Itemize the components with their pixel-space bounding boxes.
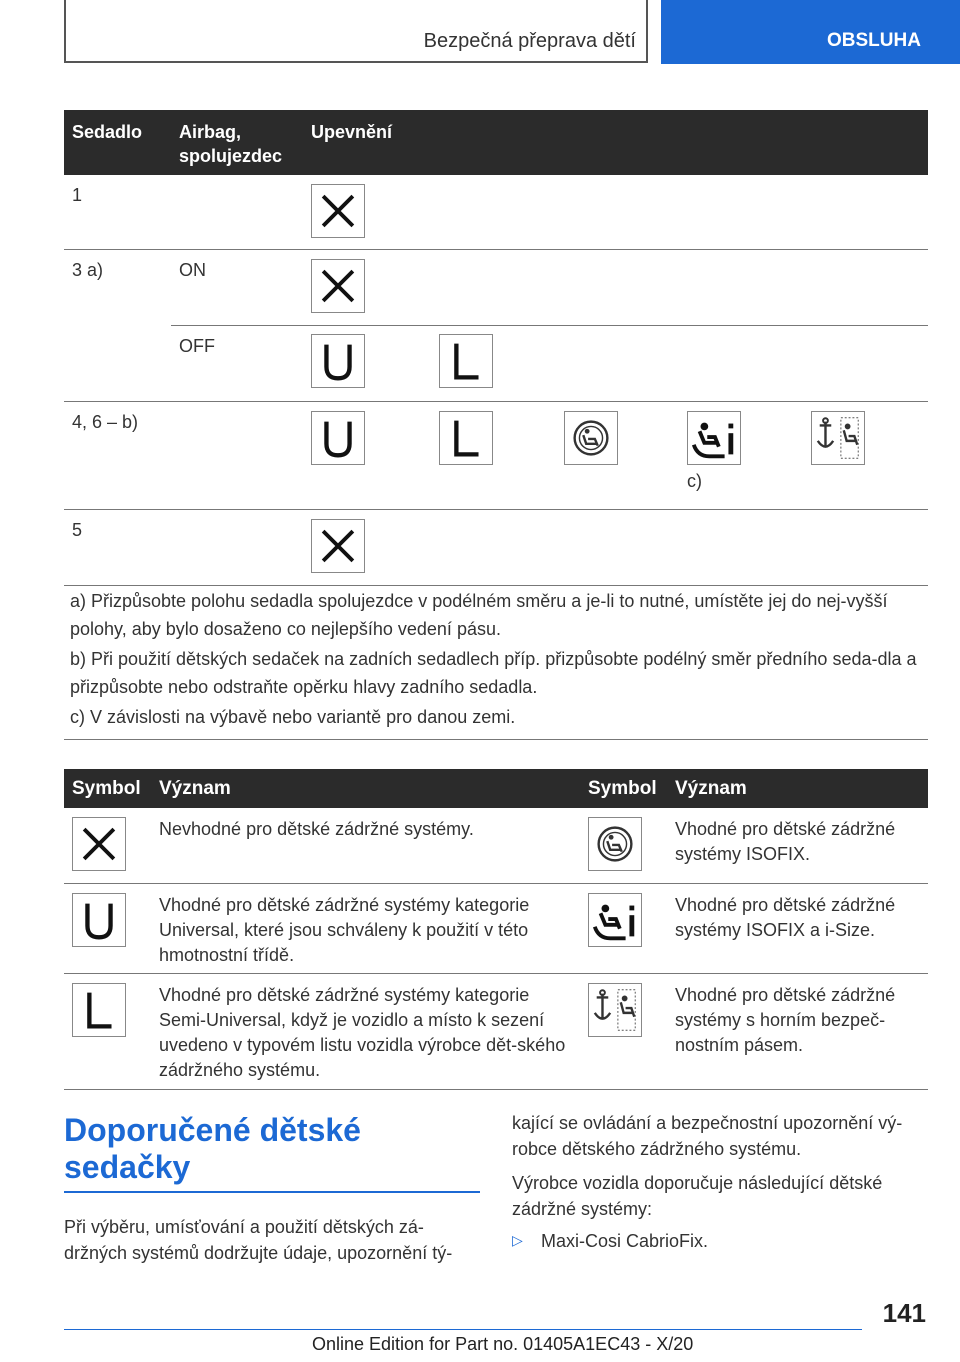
seat-label: 1 [72, 185, 83, 205]
u-icon [72, 893, 126, 947]
col-seat: Sedadlo [72, 122, 143, 142]
variant-note: c) [687, 471, 702, 491]
body-paragraph: Při výběru, umísťování a použití dětských zá-držných systémů dodržujte údaje, upozornění tý- [64, 1217, 453, 1263]
col-fixing: Upevnění [311, 122, 393, 142]
header-tab-label: OBSLUHA [827, 30, 921, 51]
table-footnotes [64, 585, 928, 740]
bullet-triangle-icon: ▷ [512, 1232, 523, 1248]
bullet-item: Maxi-Cosi CabrioFix. [541, 1231, 709, 1251]
table-row [64, 974, 928, 1090]
symbol-meaning: Vhodné pro dětské zádržné systémy kategorie Universal, které jsou schváleny k použití v této hmotnostní třídě. [159, 895, 530, 965]
cross-icon [311, 184, 365, 238]
seating-table [64, 110, 928, 586]
header-tab [661, 0, 960, 64]
header-section-title: Bezpečná přeprava dětí [423, 30, 636, 52]
table-row [64, 808, 928, 884]
isofix-icon [564, 411, 618, 465]
seat-label: 3 a) [72, 260, 104, 280]
symbol-meaning: Vhodné pro dětské zádržné systémy ISOFIX a i-Size. [675, 895, 896, 940]
symbol-meaning: Nevhodné pro dětské zádržné systémy. [159, 819, 474, 839]
footer-edition: Online Edition for Part no. 01405A1EC43 - X/20 [312, 1334, 694, 1354]
symbol-table-header [64, 769, 928, 808]
row-divider [171, 325, 928, 326]
l-icon [439, 411, 493, 465]
col-symbol: Symbol [588, 778, 657, 799]
symbol-meaning: Vhodné pro dětské zádržné systémy kategorie Semi-Universal, když je vozidlo a místo k sezení uvedeno v typovém listu vozidla výrobce dět-ského zádržného systému. [159, 985, 566, 1080]
isofix-icon [588, 817, 642, 871]
body-paragraph: kající se ovládání a bezpečnostní upozornění vý-robce dětského zádržného systému. [512, 1113, 903, 1159]
page-number: 141 [882, 1298, 926, 1328]
table-row-group [64, 250, 928, 402]
l-icon [439, 334, 493, 388]
symbol-meaning: Vhodné pro dětské zádržné systémy s horním bezpeč-nostním pásem. [675, 985, 896, 1055]
isize-icon [588, 893, 642, 947]
footnote-c: c) V závislosti na výbavě nebo variantě pro danou zemi. [70, 707, 516, 727]
table-row [64, 884, 928, 974]
seat-label: 4, 6 – b) [72, 412, 139, 432]
seating-table-header [64, 110, 928, 175]
symbol-meaning: Vhodné pro dětské zádržné systémy ISOFIX. [675, 819, 896, 864]
top-tether-icon [811, 411, 865, 465]
col-airbag: Airbag, spolujezdec [179, 122, 283, 166]
airbag-label: OFF [179, 336, 215, 356]
footnote-b: b) Při použití dětských sedaček na zadních sedadlech příp. přizpůsobte podélný směr předního seda-dla a přizpůsobte nebo odstraňte opěrku hlavy zadního sedadla. [70, 649, 917, 697]
table-row [64, 510, 928, 586]
top-tether-icon [588, 983, 642, 1037]
body-paragraph: Výrobce vozidla doporučuje následující dětské zádržné systémy: [512, 1173, 883, 1219]
section-heading: Doporučené dětské sedačky [64, 1112, 361, 1185]
heading-rule [64, 1191, 480, 1193]
col-meaning: Význam [159, 778, 231, 799]
footnote-a: a) Přizpůsobte polohu sedadla spolujezdce v podélném směru a je-li to nutné, umístěte jej do nej-vyšší polohy, aby bylo dosaženo co nejlepšího vedení pásu. [70, 591, 888, 639]
col-symbol: Symbol [72, 778, 141, 799]
u-icon [311, 334, 365, 388]
table-row [64, 402, 928, 510]
cross-icon [311, 519, 365, 573]
seat-label: 5 [72, 520, 83, 540]
col-meaning: Význam [675, 778, 747, 799]
cross-icon [72, 817, 126, 871]
airbag-label: ON [179, 260, 206, 280]
l-icon [72, 983, 126, 1037]
isize-icon [687, 411, 741, 465]
table-row [64, 175, 928, 250]
symbol-table [64, 769, 928, 1090]
cross-icon [311, 259, 365, 313]
u-icon [311, 411, 365, 465]
footer-rule [64, 1329, 862, 1330]
